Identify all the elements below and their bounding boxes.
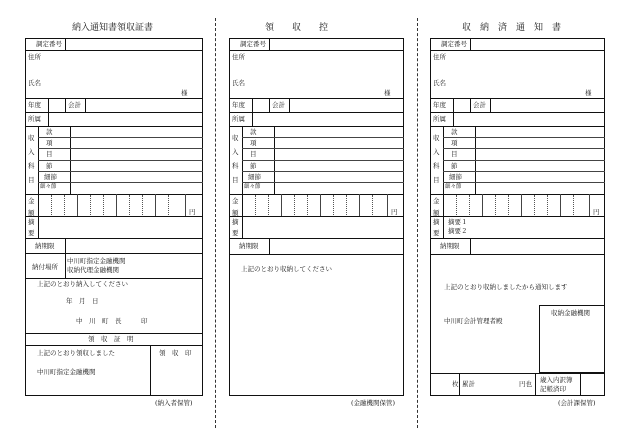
form3-rule [430, 50, 605, 51]
form2-rule [242, 160, 404, 161]
form3-rule [443, 160, 605, 161]
form1-rule [25, 345, 203, 346]
form3-kingaku-side: 額 [433, 209, 440, 217]
form2-rule [229, 254, 404, 255]
form3-kamoku-item: 款 [451, 128, 458, 136]
form2-rule [242, 148, 404, 149]
form3-kamoku-side: 目 [433, 176, 440, 184]
form1-rule [38, 171, 203, 172]
form2-rule [242, 137, 404, 138]
form1-kamoku-side: 入 [28, 148, 35, 156]
form1-amount-divider [168, 195, 169, 215]
form1-ryoshu-title: 領 収 証 明 [88, 335, 134, 343]
form3-mai-label: 枚 [452, 380, 459, 388]
form3-kingaku-side: 金 [433, 197, 440, 205]
form1-en-label: 円 [189, 208, 196, 216]
form3-amount-divider [508, 195, 509, 215]
form1-kamoku-item: 節 [46, 162, 53, 170]
form2-shozoku-label: 所属 [232, 115, 245, 123]
form1-shimei-label: 氏名 [28, 79, 41, 87]
form2-sama-label: 様 [384, 89, 391, 97]
form2-rule [229, 98, 404, 99]
form1-tekiyo-side: 摘 [28, 218, 35, 226]
form1-rule [48, 98, 49, 112]
form3-rule [430, 254, 605, 255]
form1-rule [25, 333, 203, 334]
form3-kamoku-item: 項 [451, 139, 458, 147]
form1-rule [38, 182, 203, 183]
form1-kamoku-item: 細節 [44, 173, 57, 181]
form1-amount-divider [103, 195, 104, 215]
form1-ryoshu-statement: 上記のとおり領収しました [37, 349, 115, 357]
form3-en-nari-label: 円也 [519, 380, 532, 388]
form3-amount-divider [521, 194, 522, 216]
form2-rule [252, 112, 253, 126]
form2-amount-divider [333, 195, 334, 215]
form1-rule [25, 238, 203, 239]
form1-rule [25, 278, 203, 279]
form3-kaikei-label: 会計 [473, 101, 486, 109]
form3-shimei-label: 氏名 [433, 79, 446, 87]
form2-amount-divider [294, 195, 295, 215]
form2-amount-divider [372, 195, 373, 215]
form1-date: 年 月 日 [66, 297, 99, 305]
form1-amount-divider [142, 195, 143, 215]
form2-kamoku-side: 収 [232, 134, 239, 142]
form3-title: 収 納 済 通 知 書 [462, 23, 562, 33]
form3-kamoku-item: 細節 [449, 173, 462, 181]
form3-rule [459, 373, 460, 396]
form1-kamoku-item: 目 [46, 150, 53, 158]
form1-rule [25, 216, 203, 217]
form2-kamoku-side: 科 [232, 162, 239, 170]
form3-rule [470, 98, 471, 112]
form2-rule [242, 171, 404, 172]
form2-kamoku-item: 款 [250, 128, 257, 136]
form1-kamoku-side: 科 [28, 162, 35, 170]
form2-statement: 上記のとおり収納してください [241, 265, 332, 273]
form1-kamoku-item: 項 [46, 139, 53, 147]
form1-bank: 中川町指定金融機関 [37, 368, 96, 376]
form2-kamoku-side: 目 [232, 176, 239, 184]
form3-stamp-2: 記帳済印 [540, 385, 566, 393]
form1-statement: 上記のとおり納入してください [37, 280, 128, 288]
form1-kingaku-side: 額 [28, 209, 35, 217]
form2-rule [269, 38, 270, 50]
form3-ruikei-label: 累計 [462, 380, 475, 388]
form2-amount-divider [307, 195, 308, 215]
form1-amount-divider [64, 195, 65, 215]
form3-kamoku-item: 目 [451, 150, 458, 158]
form3-chotei-label: 調定番号 [441, 40, 467, 48]
form1-rule [150, 345, 151, 396]
form1-rule [25, 50, 203, 51]
form1-kingaku-side: 金 [28, 197, 35, 205]
form2-kamoku-side: 入 [232, 148, 239, 156]
form3-statement: 上記のとおり収納しましたから通知します [444, 283, 568, 291]
cut-line-1 [215, 18, 216, 428]
form3-rule [470, 238, 471, 254]
form1-rule [85, 98, 86, 112]
form3-rule [490, 98, 491, 112]
form3-amount-divider [482, 194, 483, 216]
form2-en-label: 円 [391, 208, 398, 216]
form1-nofu-label: 納付場所 [32, 263, 58, 271]
form2-chotei-label: 調定番号 [240, 40, 266, 48]
form3-nendo-label: 年度 [433, 101, 446, 109]
form1-nendo-label: 年度 [28, 101, 41, 109]
form3-manager: 中川町会計管理者殿 [444, 317, 503, 325]
form2-amount-divider [359, 194, 360, 216]
form1-rule [25, 253, 203, 254]
form2-tekiyo-side: 要 [232, 229, 239, 237]
form1-rule [65, 238, 66, 278]
form2-nendo-label: 年度 [232, 101, 245, 109]
form1-amount-divider [77, 194, 78, 216]
form3-tekiyo-1: 摘要１ [448, 218, 468, 226]
form2-rule [229, 238, 404, 239]
form1-kamoku-side: 目 [28, 176, 35, 184]
form3-jusho-label: 住所 [433, 53, 446, 61]
form2-kingaku-side: 額 [232, 209, 239, 217]
form3-kamoku-side: 収 [433, 134, 440, 142]
form2-amount-divider [320, 194, 321, 216]
form1-rule [25, 126, 203, 127]
form1-title: 納入通知書領収証書 [72, 23, 154, 33]
form2-kamoku-item: 細節 [248, 173, 261, 181]
form1-rule [25, 112, 203, 113]
form3-footer: (会計課保管) [558, 399, 596, 407]
form1-kaikei-label: 会計 [68, 101, 81, 109]
form2-rule [269, 238, 270, 254]
form2-amount-divider [387, 194, 388, 216]
form2-kingaku-side: 金 [232, 197, 239, 205]
form3-amount-divider [495, 195, 496, 215]
form1-footer: (納入者保管) [155, 399, 193, 407]
form3-rule [453, 98, 454, 112]
form3-amount-divider [534, 195, 535, 215]
form1-nofu-value-2: 収納代理金融機関 [67, 266, 119, 274]
form2-rule [229, 216, 404, 217]
form1-rule [38, 160, 203, 161]
form2-shimei-label: 氏名 [232, 79, 245, 87]
form2-jusho-label: 住所 [232, 53, 245, 61]
form3-tekiyo-side: 摘 [433, 218, 440, 226]
form3-stamp-1: 歳入内訳簿 [540, 376, 573, 384]
form2-amount-divider [255, 195, 256, 215]
form2-kamoku-item: 目 [250, 150, 257, 158]
form1-rule [48, 112, 49, 126]
form1-amount-divider [185, 194, 186, 216]
form1-sama-label: 様 [181, 89, 188, 97]
form3-amount-divider [589, 194, 590, 216]
form1-jusho-label: 住所 [28, 53, 41, 61]
form2-kaikei-label: 会計 [272, 101, 285, 109]
form3-amount-divider [573, 195, 574, 215]
form3-rule [453, 112, 454, 126]
form3-rule [443, 171, 605, 172]
form2-rule [229, 50, 404, 51]
form1-amount-divider [90, 195, 91, 215]
form3-rule [430, 373, 605, 374]
form1-tekiyo-side: 要 [28, 229, 35, 237]
form2-footer: (金融機関保管) [351, 399, 396, 407]
form3-rule [443, 182, 605, 183]
form1-amount-divider [51, 195, 52, 215]
form3-bank-in: 収納金融機関 [551, 309, 590, 317]
form1-nouki-label: 納期限 [35, 242, 55, 250]
form3-kamoku-side: 科 [433, 162, 440, 170]
form2-amount-divider [268, 195, 269, 215]
form3-amount-divider [456, 195, 457, 215]
form2-rule [242, 182, 404, 183]
form3-amount-divider [560, 194, 561, 216]
form3-rule [430, 126, 605, 127]
form2-title: 領 収 控 [265, 23, 329, 33]
form1-chotei-label: 調定番号 [36, 40, 62, 48]
form1-issuer: 中 川 町 長 印 [76, 317, 148, 325]
form3-rule [443, 148, 605, 149]
form3-en-label: 円 [593, 208, 600, 216]
form3-rule [535, 373, 536, 396]
form3-rule [443, 137, 605, 138]
form2-border [229, 38, 404, 396]
form2-nouki-label: 納期限 [239, 242, 259, 250]
form1-shozoku-label: 所属 [28, 115, 41, 123]
form2-amount-divider [281, 194, 282, 216]
form1-nofu-value-1: 中川町指定金融機関 [67, 257, 126, 265]
form3-rule [430, 112, 605, 113]
form1-amount-divider [155, 194, 156, 216]
form1-rule [38, 148, 203, 149]
form1-amount-divider [116, 194, 117, 216]
form3-kamoku-item: 細々節 [445, 184, 462, 190]
form2-kamoku-item: 細々節 [244, 184, 261, 190]
form3-tekiyo-side: 要 [433, 229, 440, 237]
form1-ryoshu-in: 領 収 印 [159, 349, 192, 357]
form3-nouki-label: 納期限 [440, 242, 460, 250]
form3-rule [580, 373, 581, 396]
form2-rule [269, 98, 270, 112]
form2-kamoku-item: 節 [250, 162, 257, 170]
form3-shozoku-label: 所属 [433, 115, 446, 123]
form3-rule [470, 38, 471, 50]
form2-rule [252, 98, 253, 112]
form3-rule [430, 238, 605, 239]
form1-rule [65, 98, 66, 112]
form1-kamoku-item: 細々節 [40, 184, 57, 190]
form3-kamoku-side: 入 [433, 148, 440, 156]
form3-kamoku-item: 節 [451, 162, 458, 170]
form3-amount-divider [469, 195, 470, 215]
form2-amount-divider [346, 195, 347, 215]
form3-rule [430, 98, 605, 99]
form3-tekiyo-2: 摘要２ [448, 227, 468, 235]
form1-rule [38, 137, 203, 138]
form1-kamoku-side: 収 [28, 134, 35, 142]
form2-kamoku-item: 項 [250, 139, 257, 147]
form1-amount-divider [129, 195, 130, 215]
form3-rule [430, 216, 605, 217]
cut-line-2 [417, 18, 418, 428]
form1-rule [25, 98, 203, 99]
form3-amount-divider [547, 195, 548, 215]
form2-rule [289, 98, 290, 112]
form2-rule [229, 112, 404, 113]
form1-kamoku-item: 款 [46, 128, 53, 136]
form2-tekiyo-side: 摘 [232, 218, 239, 226]
form1-rule [65, 38, 66, 50]
form3-sama-label: 様 [585, 89, 592, 97]
form2-rule [229, 126, 404, 127]
